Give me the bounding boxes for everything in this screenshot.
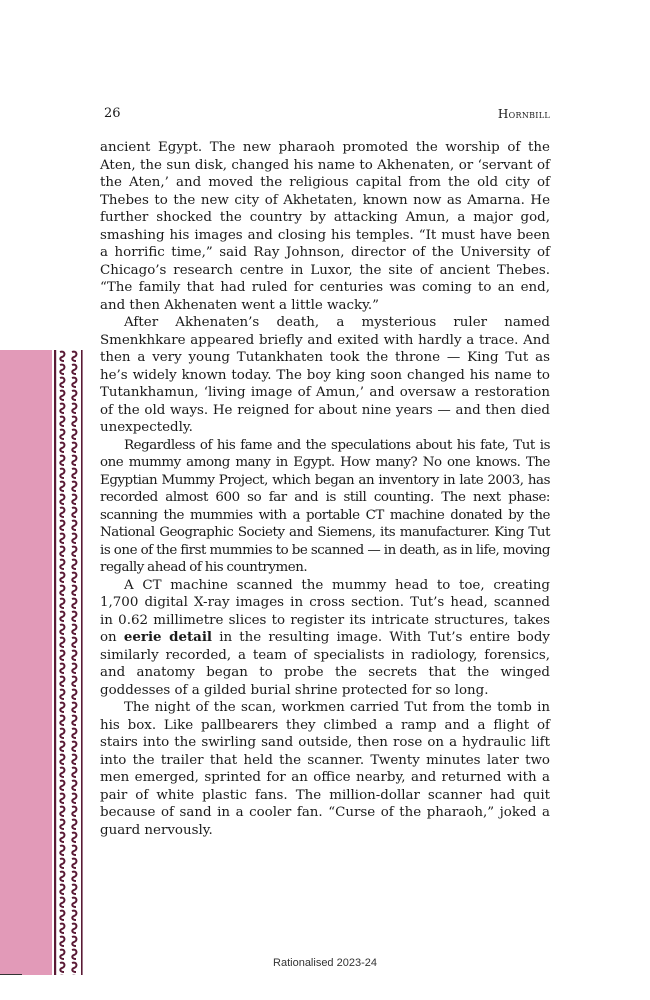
footer-note: Rationalised 2023-24 <box>273 957 377 969</box>
margin-tick <box>0 974 22 975</box>
decorative-side-band <box>0 350 52 975</box>
page-number: 26 <box>104 106 121 121</box>
paragraph-4-text-end: in the resulting image. With Tut’s entire body similarly recorded, a team of specialists in radiology, forensics, and anatomy began to probe the secrets that the winged goddesses of a gilded burial shrine protected for so long. <box>100 630 550 698</box>
paragraph-3: Regardless of his fame and the speculations about his fate, Tut is one mummy among many in Egypt. How many? No one knows. The Egyptian Mummy Project, which began an inventory in late 2003, has recorded almost 600 so far and is still counting. The next phase: scanning the mummies with a portable CT machine donated by the National Geographic Society and Siemens, its manufacturer. King Tut is one of the first mummies to be scanned — in death, as in life, moving regally ahead of his countrymen. <box>100 437 550 575</box>
paragraph-4-text-start: A CT machine scanned the mummy head to toe, creating 1,700 digital X-ray images in cross section. Tut’s head, scanned in 0.62 millimetre slices to register its intricate structures, takes on <box>100 577 550 645</box>
decorative-border-pattern <box>52 350 86 975</box>
running-title: Hornbill <box>497 107 550 121</box>
paragraph-4 <box>100 577 550 700</box>
paragraph-5: The night of the scan, workmen carried Tut from the tomb in his box. Like pallbearers they climbed a ramp and a flight of stairs into the swirling sand outside, then rose on a hydraulic lift into the trailer that held the scanner. Twenty minutes later two men emerged, sprinted for an office nearby, and returned with a pair of white plastic fans. The million-dollar scanner had quit because of sand in a cooler fan. “Curse of the pharaoh,” joked a guard nervously. <box>100 700 550 838</box>
paragraph-2: After Akhenaten’s death, a mysterious ruler named Smenkhkare appeared briefly and exited with hardly a trace. And then a very young Tutankhaten took the throne — King Tut as he’s widely known today. The boy king soon changed his name to Tutankhamun, ‘living image of Amun,’ and oversaw a restoration of the old ways. He reigned for about nine years — and then died unexpectedly. <box>100 315 550 435</box>
glossary-term-eerie-detail: eerie detail <box>123 629 213 645</box>
body-text <box>100 139 550 839</box>
paragraph-1: ancient Egypt. The new pharaoh promoted the worship of the Aten, the sun disk, changed his name to Akhenaten, or ‘servant of the Aten,’ and moved the religious capital from the old city of Thebes to the new city of Akhetaten, known now as Amarna. He further shocked the country by attacking Amun, a major god, smashing his images and closing his temples. “It must have been a horrific time,” said Ray Johnson, director of the University of Chicago’s research centre in Luxor, the site of ancient Thebes. “The family that had ruled for centuries was coming to an end, and then Akhenaten went a little wacky.” <box>100 140 550 313</box>
